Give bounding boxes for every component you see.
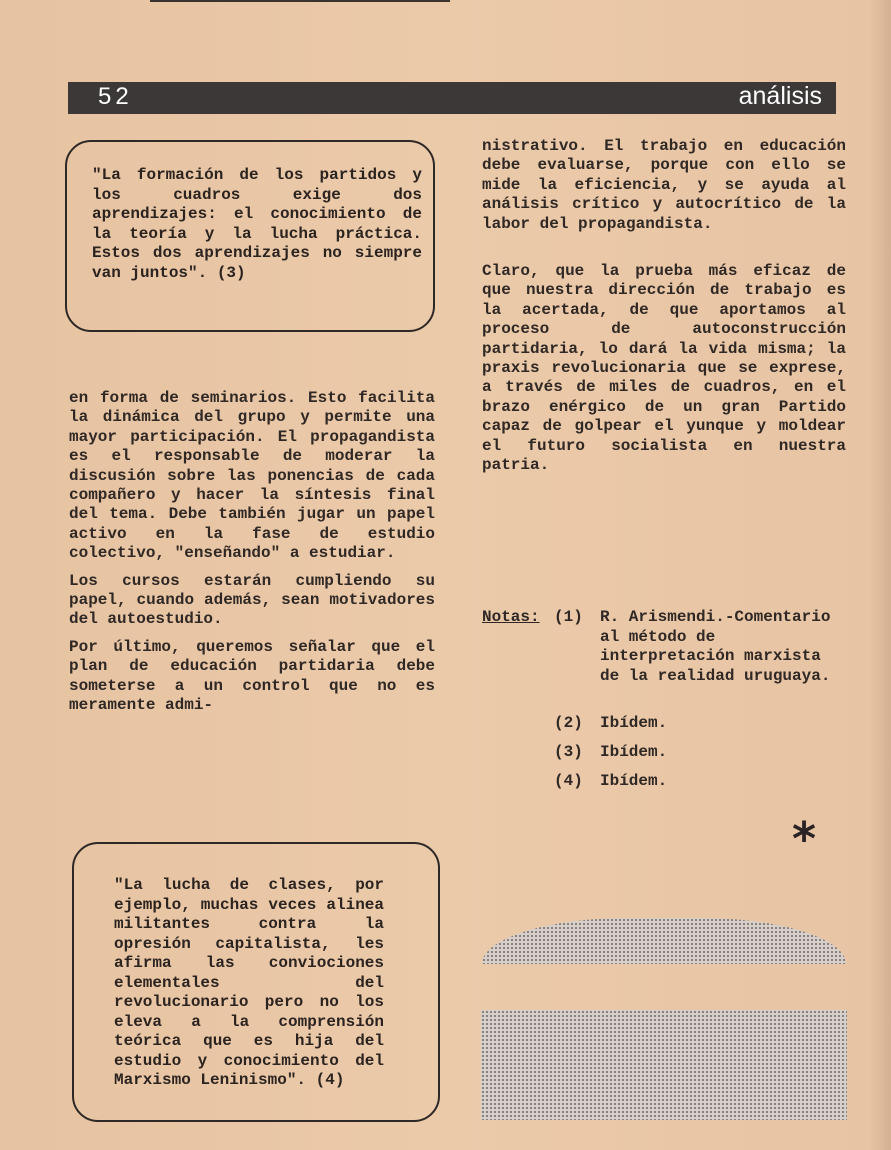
section-label: análisis [738,82,822,110]
note-text: Ibídem. [600,772,668,790]
note-item [554,743,846,765]
pull-quote-top: "La formación de los partidos y los cuadros exige dos aprendizajes: el conocimiento de la teoría y la lucha práctica. Estos dos aprendizajes no siempre van juntos". (3) [92,166,422,282]
page-number: 52 [98,83,133,110]
top-rule [150,0,450,2]
left-column [69,389,435,724]
note-text: Ibídem. [600,743,668,761]
page-edge-shadow [869,0,891,1150]
note-number: (2) [554,714,583,732]
left-paragraph-1: en forma de seminarios. Esto facilita la dinámica del grupo y permite una mayor participación. El propagandista es el responsable de moderar la discusión sobre las ponencias de cada compañero y hacer la síntesis final del tema. Debe también jugar un papel activo en la fase de estudio colectivo, "enseñando" a estudiar. [69,389,435,563]
note-text: R. Arismendi.-Comentario al método de interpretación marxista de la realidad uruguaya. [600,608,831,685]
note-number: (4) [554,772,583,790]
note-item [554,772,846,794]
pull-quote-bottom: "La lucha de clases, por ejemplo, muchas veces alinea militantes contra la opresión capitalista, les afirma las conviociones elementales del revolucionario pero no los eleva a la comprensión teórica que es hija del estudio y conocimiento del Marxismo Leninismo". (4) [114,876,384,1089]
header-bar [68,82,836,114]
end-asterisk-icon: * [792,812,817,866]
right-paragraph-2: Claro, que la prueba más eficaz de que nuestra dirección de trabajo es la acertada, de que aportamos al proceso de autoconstrucción partidaria, lo dará la vida misma; la praxis revolucionaria que se exprese, a través de miles de cuadros, en el brazo enérgico de un gran Partido capaz de golpear el yunque y moldear el futuro socialista en nuestra patria. [482,262,846,475]
halftone-patch-bottom [481,1010,847,1120]
note-text: Ibídem. [600,714,668,732]
note-number: (1) [554,608,583,626]
note-item [554,608,846,708]
notes-label: Notas: [482,608,540,626]
right-paragraph-1: nistrativo. El trabajo en educación debe evaluarse, porque con ello se mide la eficiencia, y se ayuda al análisis crítico y autocrítico de la labor del propagandista. [482,137,846,233]
note-number: (3) [554,743,583,761]
left-paragraph-2: Los cursos estarán cumpliendo su papel, cuando además, sean motivadores del autoestudio. [69,571,435,629]
left-paragraph-3: Por último, queremos señalar que el plan de educación partidaria debe someterse a un control que no es meramente admi- [69,637,435,715]
note-item [554,714,846,736]
